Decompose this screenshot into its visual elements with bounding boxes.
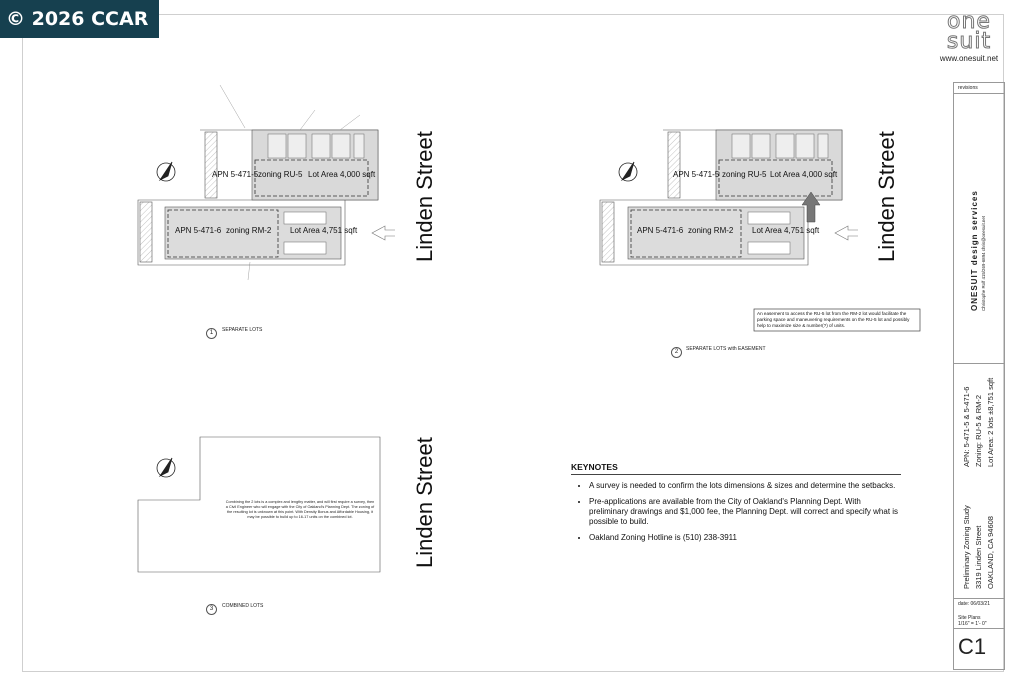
plan2-street-label: Linden Street	[874, 131, 899, 262]
revisions-label: revisions	[958, 85, 978, 91]
plan3-number: 3	[206, 604, 217, 615]
plan1-lot-a-area: Lot Area 4,000 sqft	[308, 170, 376, 179]
sheet-scale: 1/16" = 1'- 0"	[958, 621, 987, 627]
sheet-number: C1	[958, 634, 987, 659]
project-title: Preliminary Zoning Study	[962, 505, 971, 589]
title-block	[953, 82, 1005, 670]
keynote-item: • Pre-applications are available from the City of Oakland's Planning Dept. With preliminary drawings and $1,000 fee, the Planning Dept. will correct and specify what is possible to build.	[589, 497, 901, 527]
keynotes-panel	[571, 462, 901, 549]
logo-mark: one suit	[946, 9, 992, 54]
onesuit-logo	[938, 9, 1000, 63]
plan3-caption: COMBINED LOTS	[222, 603, 264, 609]
plan2-lot-a-apn: APN 5-471-5	[673, 170, 720, 179]
plan1-number: 1	[206, 328, 217, 339]
plan2-lot-a-area: Lot Area 4,000 sqft	[770, 170, 838, 179]
apn-line: APN: 5-471-5 & 5-471-6	[962, 386, 971, 467]
plan2-lot-a-zoning: zoning RU-5	[722, 170, 767, 179]
project-address-line1: 3319 Linden Street	[974, 525, 983, 589]
plan1-lot-a-apn: APN 5-471-5	[212, 170, 259, 179]
plan3-street-label: Linden Street	[412, 437, 437, 568]
plan2-caption: SEPARATE LOTS with EASEMENT	[686, 346, 766, 352]
plan3-note: Combining the 2 lots is a complex and lengthy matter, and will first require a survey, then a Civil Engineer who will engage with the City of Oakland's Planning Dept. The zoning of the resulting lot is unknown at this point. With Density Bonus and Affordable Housing, it may be possible to build up to 16-17 units on the combined lot.	[225, 500, 375, 519]
sheet-title: Site Plans	[958, 615, 981, 621]
plan2-lot-b-apn: APN 5-471-6	[637, 226, 684, 235]
copyright-watermark: © 2026 CCAR	[0, 0, 159, 38]
plan2-easement-note: An easement to access the RU-5 lot from the RM-2 lot would facilitate the parking space and maneuvering requirements on the RU-5 lot and possibly help to maximize size & number(?) of units.	[757, 311, 910, 328]
keynote-item: • A survey is needed to confirm the lots dimensions & sizes and determine the setbacks.	[589, 481, 901, 491]
keynote-item: • Oakland Zoning Hotline is (510) 238-3911	[589, 533, 901, 543]
plan1-lot-b-area: Lot Area 4,751 sqft	[290, 226, 358, 235]
sheet-date: date: 06/03/21	[958, 601, 990, 607]
firm-contact: Christophe Rolf 415/269-6894 chris@onesuit.net	[981, 215, 986, 311]
plan1-caption: SEPARATE LOTS	[222, 327, 263, 333]
plan1-lot-b-apn: APN 5-471-6	[175, 226, 222, 235]
zoning-line: Zoning: RU-5 & RM-2	[974, 394, 983, 467]
plan1-street-label: Linden Street	[412, 131, 437, 262]
lot-area-line: Lot Area: 2 lots ±8,751 sqft	[986, 377, 995, 467]
keynotes-title: KEYNOTES	[571, 462, 901, 475]
plan2-number: 2	[671, 347, 682, 358]
plan2-lot-b-zoning: zoning RM-2	[688, 226, 734, 235]
plan2-lot-b-area: Lot Area 4,751 sqft	[752, 226, 820, 235]
project-address-line2: OAKLAND, CA 94608	[986, 516, 995, 589]
plan1-lot-b-zoning: zoning RM-2	[226, 226, 272, 235]
logo-url: www.onesuit.net	[939, 54, 999, 63]
plan1-lot-a-zoning: zoning RU-5	[258, 170, 303, 179]
firm-name: ONESUIT design services	[970, 190, 979, 311]
